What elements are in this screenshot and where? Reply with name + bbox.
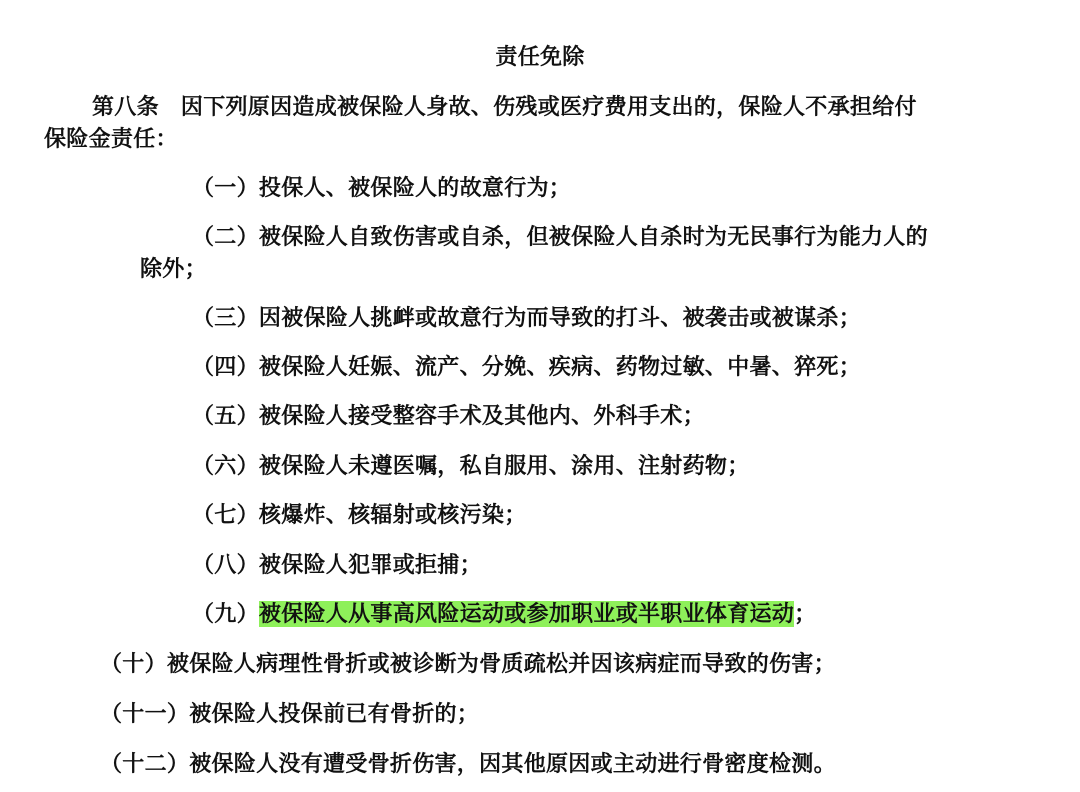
item-text: 被保险人未遵医嘱，私自服用、涂用、注射药物； xyxy=(258,453,750,479)
item-text-trailing: ； xyxy=(794,601,817,627)
item-marker: （六） xyxy=(192,453,259,479)
item-text: 被保险人妊娠、流产、分娩、疾病、药物过敏、中暑、猝死； xyxy=(258,354,862,380)
list-item xyxy=(192,173,571,203)
item-text: 投保人、被保险人的故意行为； xyxy=(258,175,572,201)
list-item xyxy=(192,303,861,333)
item-text: 被保险人投保前已有骨折的； xyxy=(189,701,480,727)
article-heading xyxy=(92,92,917,122)
item-marker: （十一） xyxy=(100,701,190,727)
list-item xyxy=(192,599,816,629)
item-marker: （九） xyxy=(192,601,259,627)
list-item xyxy=(192,401,705,431)
item-marker: （五） xyxy=(192,403,259,429)
article-number: 第八条 xyxy=(92,94,159,120)
item-text: 被保险人接受整容手术及其他内、外科手术； xyxy=(258,403,705,429)
item-marker: （一） xyxy=(192,175,259,201)
item-continuation: 除外； xyxy=(140,256,207,282)
list-item xyxy=(192,451,750,481)
item-text: 被保险人没有遭受骨折伤害，因其他原因或主动进行骨密度检测。 xyxy=(189,751,836,777)
item-text: 被保险人病理性骨折或被诊断为骨质疏松并因该病症而导致的伤害； xyxy=(166,651,836,677)
list-item xyxy=(100,699,479,729)
list-item xyxy=(192,550,482,580)
list-item xyxy=(192,500,527,530)
item-marker: （二） xyxy=(192,224,259,250)
list-item xyxy=(100,649,836,679)
item-text: 因被保险人挑衅或故意行为而导致的打斗、被袭击或被谋杀； xyxy=(258,305,862,331)
item-text: 被保险人自致伤害或自杀，但被保险人自杀时为无民事行为能力人的 xyxy=(258,224,928,250)
list-item xyxy=(192,352,861,382)
item-marker: （十） xyxy=(100,651,167,677)
item-marker: （四） xyxy=(192,354,259,380)
highlighted-text: 被保险人从事高风险运动或参加职业或半职业体育运动 xyxy=(258,601,795,627)
article-text-line1: 因下列原因造成被保险人身故、伤残或医疗费用支出的，保险人不承担给付 xyxy=(180,94,917,120)
item-marker: （七） xyxy=(192,502,259,528)
list-item xyxy=(100,749,836,779)
item-text: 被保险人犯罪或拒捕； xyxy=(258,552,482,578)
list-item xyxy=(192,222,928,252)
page-title: 责任免除 xyxy=(495,44,585,70)
item-marker: （三） xyxy=(192,305,259,331)
item-marker: （十二） xyxy=(100,751,190,777)
item-marker: （八） xyxy=(192,552,259,578)
item-text: 核爆炸、核辐射或核污染； xyxy=(258,502,527,528)
article-text-line2: 保险金责任： xyxy=(44,126,178,152)
